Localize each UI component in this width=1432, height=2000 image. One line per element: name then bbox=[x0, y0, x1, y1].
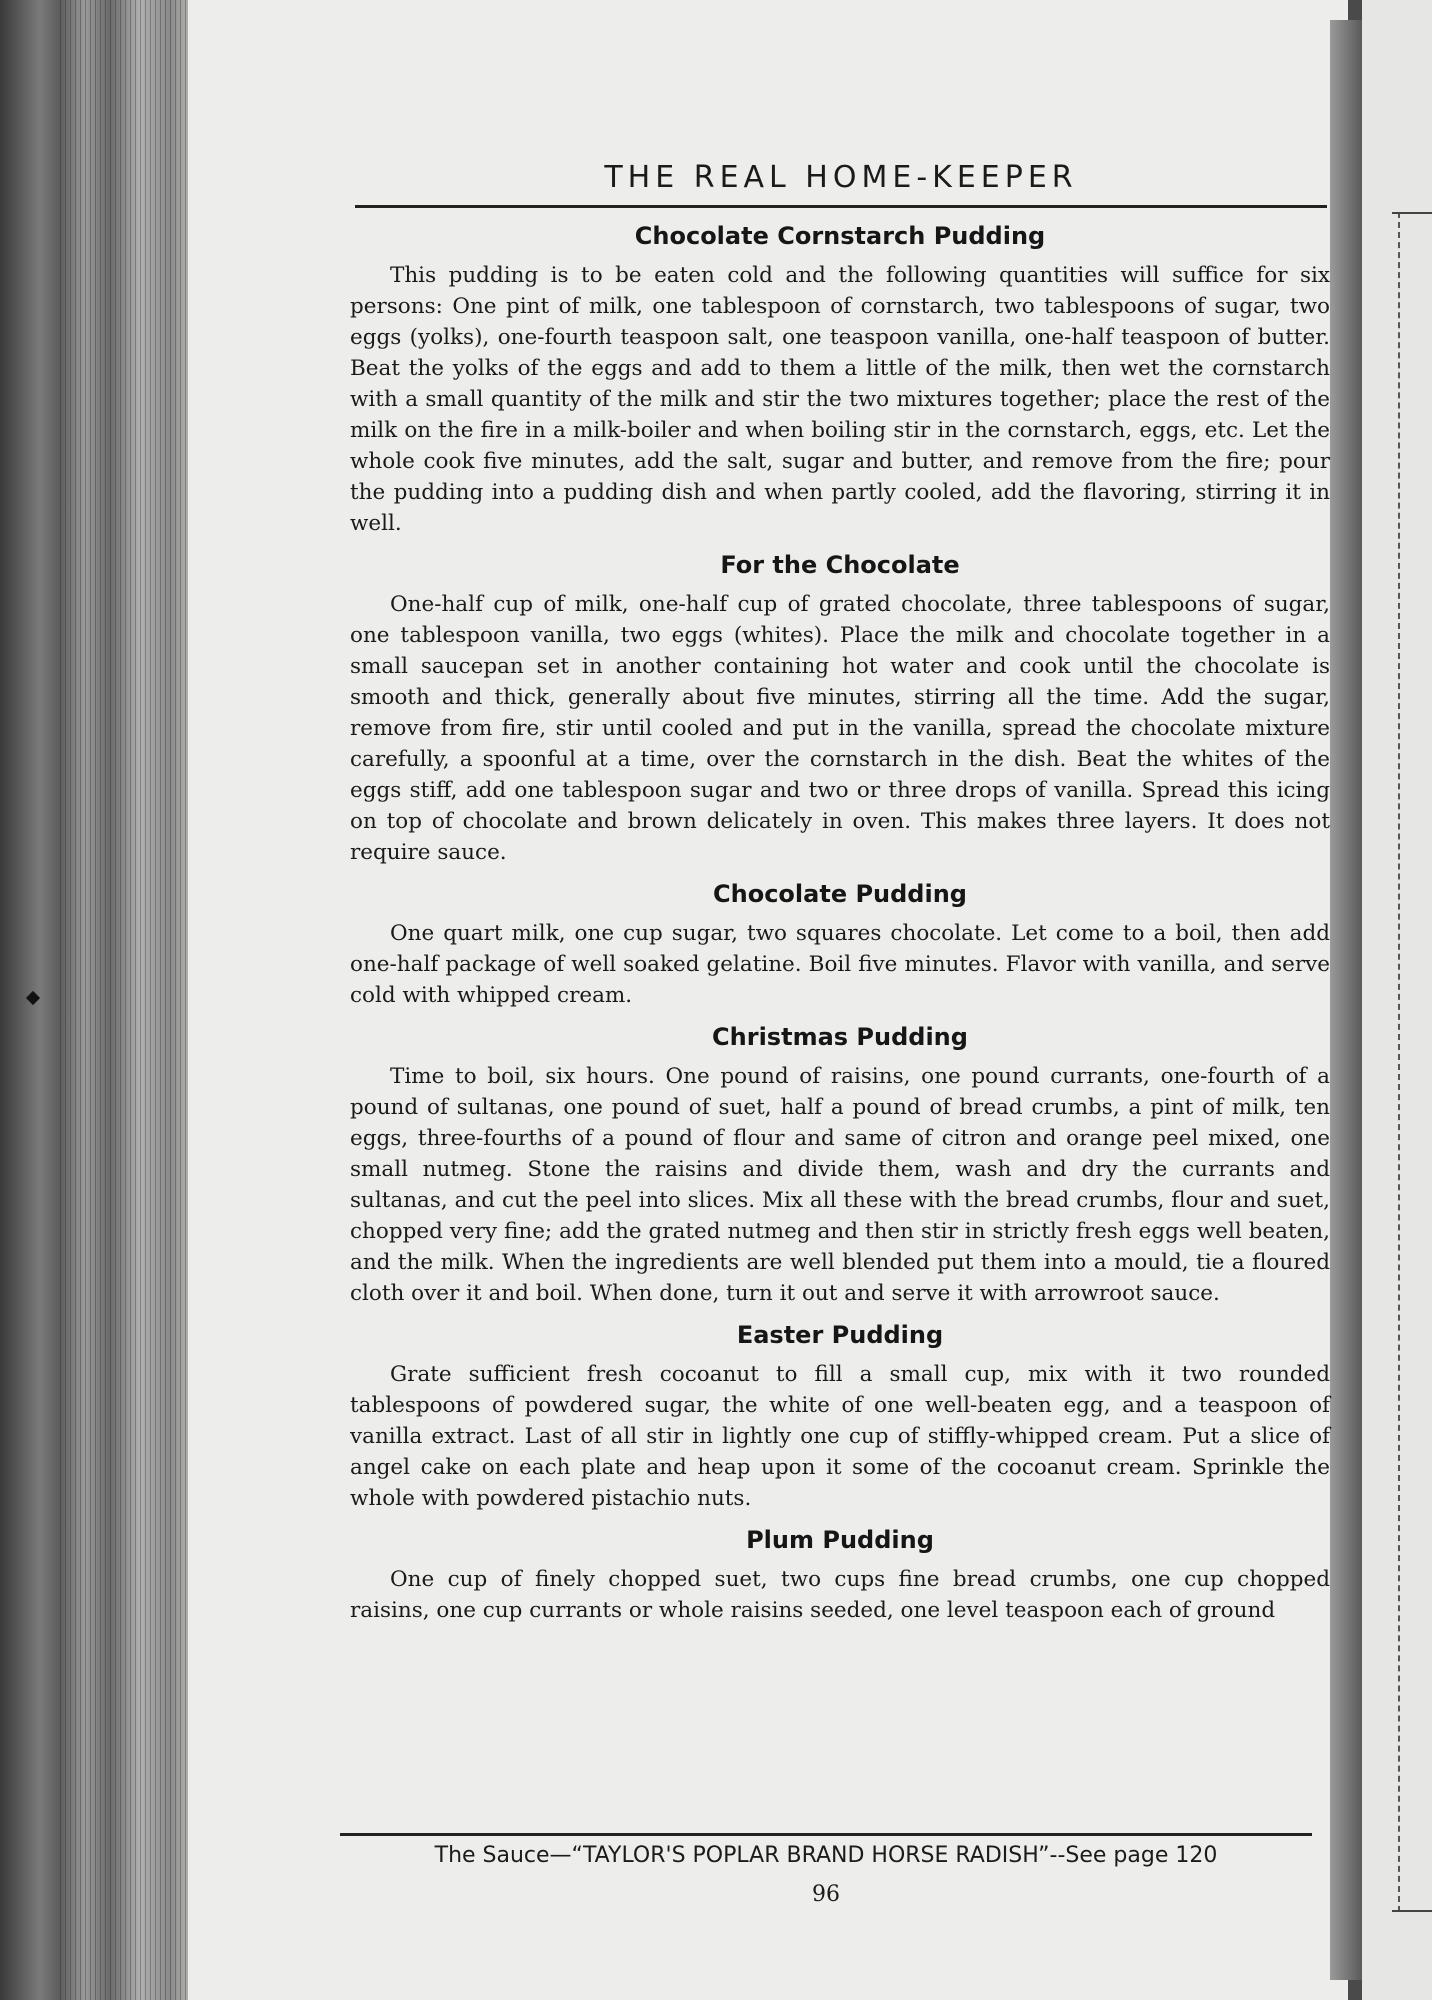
recipe-body: Time to boil, six hours. One pound of raisins, one pound currants, one-fourth of a pound of sultanas, one pound of suet, half a pound of bread crumbs, a pint of milk, ten eggs, three-fourths of a pound of flour and same of citron and orange peel mixed, one small nutmeg. Stone the raisins and divide them, wash and dry the currants and sultanas, and cut the peel into slices. Mix all these with the bread crumbs, flour and suet, chopped very fine; add the grated nutmeg and then stir in strictly fresh eggs well beaten, and the milk. When the ingredients are well blended put them into a mould, tie a floured cloth over it and boil. When done, turn it out and serve it with arrowroot sauce. bbox=[350, 1064, 1330, 1306]
recipe-body: One quart milk, one cup sugar, two squares chocolate. Let come to a boil, then add one-half package of well soaked gelatine. Boil five minutes. Flavor with vanilla, and serve cold with whipped cream. bbox=[350, 921, 1330, 1008]
recipes-content bbox=[350, 222, 1330, 1638]
recipe-body: Grate sufficient fresh cocoanut to fill a small cup, mix with it two rounded tablespoons of powdered sugar, the white of one well-beaten egg, and a teaspoon of vanilla extract. Last of all stir in lightly one cup of stiffly-whipped cream. Put a slice of angel cake on each plate and heap upon it some of the cocoanut cream. Sprinkle the whole with powdered pistachio nuts. bbox=[350, 1362, 1330, 1511]
recipe bbox=[350, 880, 1330, 1011]
footer-advertisement: The Sauce—“TAYLOR'S POPLAR BRAND HORSE RADISH”--See page 120 bbox=[434, 1843, 1218, 1868]
recipe-title: Chocolate Pudding bbox=[713, 880, 967, 908]
adjacent-page bbox=[1362, 0, 1432, 2000]
adjacent-page-border-bottom bbox=[1392, 1910, 1432, 1912]
recipe-title: Christmas Pudding bbox=[712, 1023, 968, 1051]
header-rule bbox=[355, 205, 1327, 208]
page-edge-lines bbox=[60, 0, 200, 2000]
running-head: THE REAL HOME-KEEPER bbox=[604, 160, 1078, 195]
recipe-body: This pudding is to be eaten cold and the following quantities will suffice for six persons: One pint of milk, one tablespoon of cornstarch, two tablespoons of sugar, two eggs (yolks), one-fourth teaspoon salt, one teaspoon vanilla, one-half teaspoon of butter. Beat the yolks of the eggs and add to them a little of the milk, then wet the cornstarch with a small quantity of the milk and stir the two mixtures together; place the rest of the milk on the fire in a milk-boiler and when boiling stir in the cornstarch, eggs, etc. Let the whole cook five minutes, add the salt, sugar and butter, and remove from the fire; pour the pudding into a pudding dish and when partly cooled, add the flavoring, stirring it in well. bbox=[350, 263, 1330, 536]
recipe bbox=[350, 1321, 1330, 1514]
recipe bbox=[350, 222, 1330, 539]
gutter-shadow bbox=[1330, 20, 1362, 1980]
recipe-title: Chocolate Cornstarch Pudding bbox=[634, 222, 1046, 250]
recipe-body: One cup of finely chopped suet, two cups fine bread crumbs, one cup chopped raisins, one cup currants or whole raisins seeded, one level teaspoon each of ground bbox=[350, 1567, 1330, 1623]
recipe bbox=[350, 1023, 1330, 1309]
recipe bbox=[350, 551, 1330, 868]
recipe-title: Easter Pudding bbox=[736, 1321, 944, 1349]
page-number: 96 bbox=[812, 1882, 840, 1907]
recipe-title: Plum Pudding bbox=[746, 1526, 934, 1554]
adjacent-page-border-top bbox=[1392, 212, 1432, 214]
recipe-title: For the Chocolate bbox=[720, 551, 960, 579]
adjacent-page-border bbox=[1398, 212, 1400, 1912]
recipe bbox=[350, 1526, 1330, 1626]
recipe-body: One-half cup of milk, one-half cup of grated chocolate, three tablespoons of sugar, one tablespoon vanilla, two eggs (whites). Place the milk and chocolate together in a small saucepan set in another containing hot water and cook until the chocolate is smooth and thick, generally about five minutes, stirring all the time. Add the sugar, remove from fire, stir until cooled and put in the vanilla, spread the chocolate mixture carefully, a spoonful at a time, over the cornstarch in the dish. Beat the whites of the eggs stiff, add one tablespoon sugar and two or three drops of vanilla. Spread this icing on top of chocolate and brown delicately in oven. This makes three layers. It does not require sauce. bbox=[350, 592, 1330, 865]
footer-rule bbox=[340, 1833, 1312, 1836]
